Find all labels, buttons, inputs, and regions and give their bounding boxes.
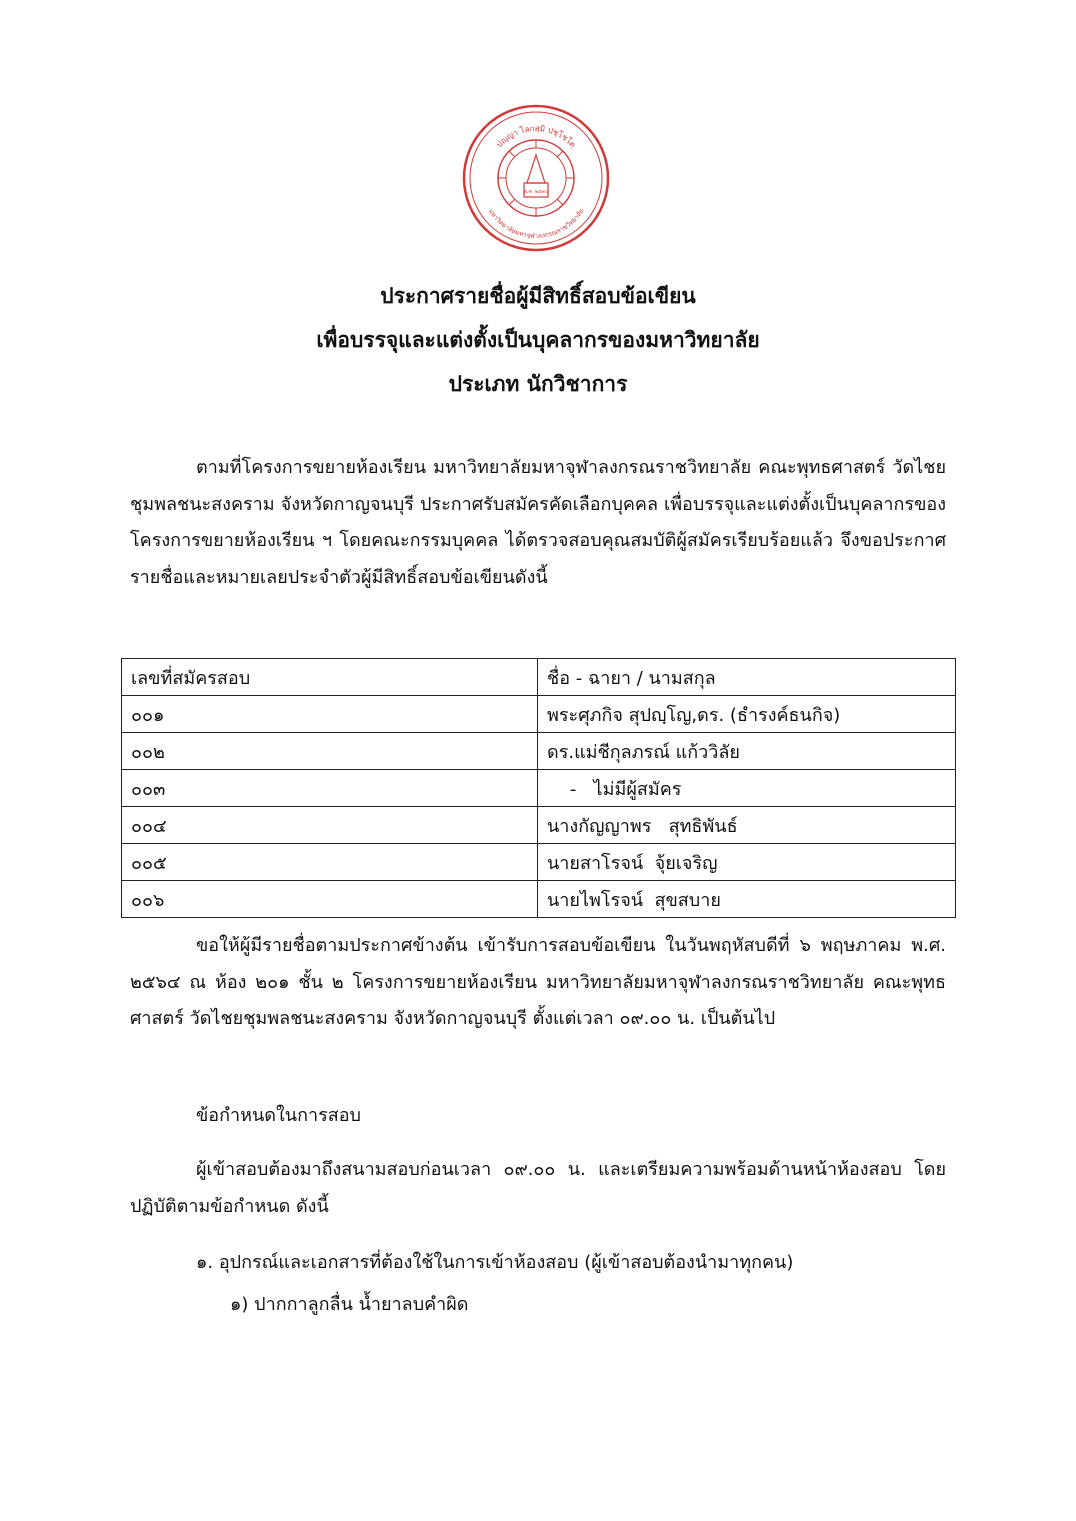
seal-motto: ปญฺญา โลกสฺมิ ปชฺโชโต: [494, 123, 578, 150]
table-row: [122, 844, 956, 881]
applicant-number: ๐๐๑: [122, 696, 538, 733]
applicant-name: นางกัญญาพร สุทธิพันธ์: [538, 807, 956, 844]
arrival-paragraph-text: ผู้เข้าสอบต้องมาถึงสนามสอบก่อนเวลา ๐๙.๐๐ น. และเตรียมความพร้อมด้านหน้าห้องสอบ โดยปฏิบัติตามข้อกำหนด ดังนี้: [130, 1159, 946, 1217]
table-row: [122, 770, 956, 807]
candidate-table: [121, 658, 956, 918]
intro-paragraph: [130, 450, 946, 596]
applicant-number: ๐๐๔: [122, 807, 538, 844]
table-row: [122, 881, 956, 918]
announcement-title-line1: ประกาศรายชื่อผู้มีสิทธิ์สอบข้อเขียน: [380, 284, 696, 308]
applicant-number: ๐๐๕: [122, 844, 538, 881]
requirements-heading: ข้อกำหนดในการสอบ: [196, 1105, 361, 1126]
applicant-number: ๐๐๓: [122, 770, 538, 807]
table-row: [122, 696, 956, 733]
exam-schedule-text: ขอให้ผู้มีรายชื่อตามประกาศข้างต้น เข้ารับการสอบข้อเขียน ในวันพฤหัสบดีที่ ๖ พฤษภาคม พ.ศ. ๒๕๖๔ ณ ห้อง ๒๐๑ ชั้น ๒ โครงการขยายห้องเรียน มหาวิทยาลัยมหาจุฬาลงกรณราชวิทยาลัย คณะพุทธศาสตร์ วัดไชยชุมพลชนะสงคราม จังหวัดกาญจนบุรี ตั้งแต่เวลา ๐๙.๐๐ น. เป็นต้นไป: [130, 935, 946, 1029]
list-subitem: ๑) ปากกาลูกลื่น น้ำยาลบคำผิด: [230, 1294, 469, 1315]
university-seal: [461, 103, 611, 253]
announcement-title-line2: เพื่อบรรจุและแต่งตั้งเป็นบุคลากรของมหาวิทยาลัย: [316, 328, 760, 352]
arrival-paragraph: [130, 1152, 946, 1225]
seal-university-name: มหาวิทยาลัยมหาจุฬาลงกรณราชวิทยาลัย: [486, 207, 586, 241]
table-header-row: [122, 659, 956, 696]
seal-inner-text: พ.ศ. ๒๕๓๐: [523, 189, 549, 195]
applicant-name: - ไม่มีผู้สมัคร: [538, 770, 956, 807]
applicant-name: นายสาโรจน์ จุ้ยเจริญ: [538, 844, 956, 881]
announcement-title-line3: ประเภท นักวิชาการ: [448, 372, 628, 396]
table-row: [122, 807, 956, 844]
applicant-name: ดร.แม่ชีกุลภรณ์ แก้ววิลัย: [538, 733, 956, 770]
exam-schedule-paragraph: [130, 928, 946, 1038]
table-row: [122, 733, 956, 770]
applicant-name: นายไพโรจน์ สุขสบาย: [538, 881, 956, 918]
header-name: ชื่อ - ฉายา / นามสกุล: [538, 659, 956, 696]
list-item: ๑. อุปกรณ์และเอกสารที่ต้องใช้ในการเข้าห้องสอบ (ผู้เข้าสอบต้องนำมาทุกคน): [196, 1252, 794, 1273]
applicant-number: ๐๐๖: [122, 881, 538, 918]
intro-paragraph-text: ตามที่โครงการขยายห้องเรียน มหาวิทยาลัยมหาจุฬาลงกรณราชวิทยาลัย คณะพุทธศาสตร์ วัดไชยชุมพลชนะสงคราม จังหวัดกาญจนบุรี ประกาศรับสมัครคัดเลือกบุคคล เพื่อบรรจุและแต่งตั้งเป็นบุคลากรของโครงการขยายห้องเรียน ฯ โดยคณะกรรมบุคคล ได้ตรวจสอบคุณสมบัติผู้สมัครเรียบร้อยแล้ว จึงขอประกาศรายชื่อและหมายเลยประจำตัวผู้มีสิทธิ์สอบข้อเขียนดังนี้: [130, 457, 946, 588]
header-applicant-number: เลขที่สมัครสอบ: [122, 659, 538, 696]
applicant-number: ๐๐๒: [122, 733, 538, 770]
applicant-name: พระศุภกิจ สุปญฺโญ,ดร. (ธำรงค์ธนกิจ): [538, 696, 956, 733]
